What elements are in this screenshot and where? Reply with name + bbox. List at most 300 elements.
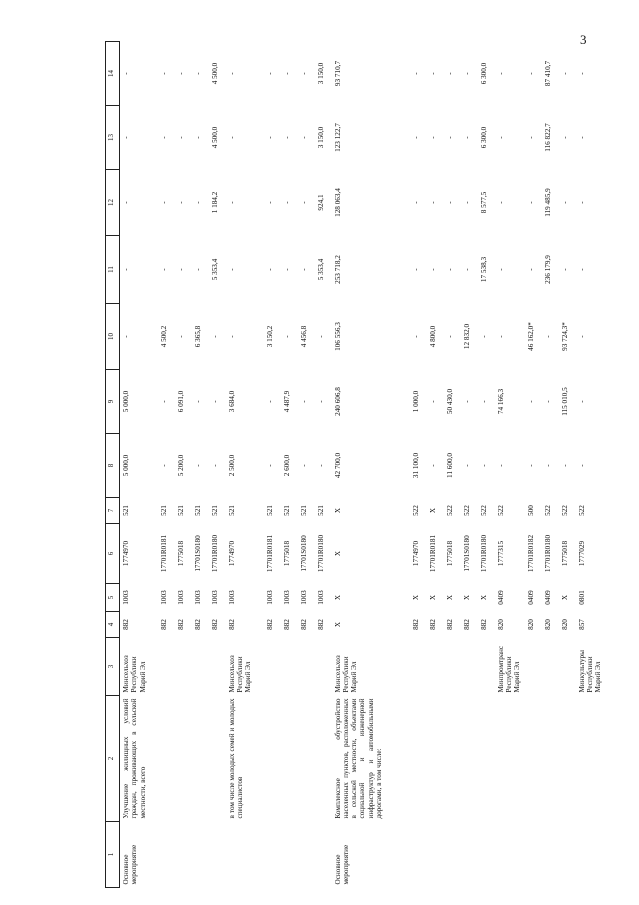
- table-cell-col-2: [461, 696, 478, 822]
- table-cell-col-10: 3 150,2: [265, 325, 274, 348]
- table-cell-col-12: -: [526, 201, 535, 204]
- table-cell-col-6: 17701S0180: [299, 535, 308, 572]
- table-cell-col-13: -: [227, 136, 236, 139]
- table-row: [120, 42, 158, 888]
- table-cell-col-3: [281, 638, 298, 696]
- table-cell-col-1: [298, 822, 315, 888]
- table-cell-col-13: -: [282, 136, 291, 139]
- table-cell-col-13: -: [299, 136, 308, 139]
- table-cell-col-11: -: [577, 268, 586, 271]
- table-row: [209, 42, 226, 888]
- table-cell-col-6: 17701R0180: [543, 534, 552, 573]
- table-cell-col-12: -: [193, 201, 202, 204]
- table-cell-col-6: 1775018: [176, 540, 185, 567]
- table-cell-col-11: -: [282, 268, 291, 271]
- table-cell-col-5: Х: [560, 594, 569, 601]
- table-cell-col-14: -: [122, 72, 130, 75]
- table-cell-col-6: 1774970: [227, 540, 236, 567]
- table-cell-col-13: -: [496, 136, 505, 139]
- table-cell-col-4: 882: [299, 619, 308, 630]
- table-cell-col-3: Минсельхоз Республики Марий Эл: [227, 655, 253, 693]
- column-header-9: 9: [106, 370, 120, 434]
- table-cell-col-2: [175, 696, 192, 822]
- table-cell-col-12: -: [299, 201, 308, 204]
- table-cell-col-5: Х: [462, 594, 471, 601]
- table-cell-col-8: -: [479, 464, 488, 467]
- table-cell-col-1: [264, 822, 281, 888]
- table-cell-col-14: -: [176, 72, 185, 75]
- table-cell-col-12: -: [445, 201, 454, 204]
- table-cell-col-2: Улучшение жилищных условий граждан, проживающих в сельской местности, всего: [122, 698, 147, 819]
- table-cell-col-8: -: [496, 464, 505, 467]
- table-cell-col-8: -: [462, 464, 471, 467]
- table-cell-col-12: -: [462, 201, 471, 204]
- table-cell-col-6: 17701R0180: [479, 534, 488, 573]
- table-cell-col-4: 882: [210, 619, 219, 630]
- table-cell-col-3: [264, 638, 281, 696]
- column-header-13: 13: [106, 106, 120, 170]
- table-cell-col-4: 882: [122, 619, 130, 630]
- table-cell-col-2: [525, 696, 542, 822]
- table-cell-col-4: Х: [333, 621, 342, 628]
- table-cell-col-10: -: [282, 335, 291, 338]
- table-cell-col-10: -: [479, 335, 488, 338]
- table-cell-col-12: 128 063,4: [333, 188, 342, 217]
- table-cell-col-8: 31 100,0: [411, 452, 420, 479]
- table-row: [559, 42, 576, 888]
- table-cell-col-11: -: [411, 268, 420, 271]
- table-cell-col-6: 17701R0181: [159, 534, 168, 573]
- table-cell-col-8: 2 500,0: [227, 454, 236, 477]
- table-row: [478, 42, 495, 888]
- table-cell-col-2: [281, 696, 298, 822]
- table-cell-col-7: 522: [543, 505, 552, 516]
- table-cell-col-14: -: [265, 72, 274, 75]
- table-row: [427, 42, 444, 888]
- table-cell-col-7: 521: [176, 505, 185, 516]
- table-cell-col-14: -: [428, 72, 437, 75]
- table-cell-col-14: -: [462, 72, 471, 75]
- table-cell-col-7: 521: [227, 505, 236, 516]
- table-cell-col-4: 882: [265, 619, 274, 630]
- table-cell-col-3: [158, 638, 175, 696]
- table-cell-col-8: 42 700,0: [333, 452, 342, 479]
- table-cell-col-7: Х: [333, 507, 342, 514]
- column-header-4: 4: [106, 612, 120, 638]
- column-number-row: [106, 42, 120, 888]
- table-cell-col-11: 253 718,2: [333, 255, 342, 284]
- table-cell-col-10: -: [316, 335, 325, 338]
- table-cell-col-10: -: [122, 335, 130, 338]
- table-cell-col-13: -: [560, 136, 569, 139]
- table-cell-col-10: 93 724,3*: [560, 322, 569, 351]
- table-cell-col-3: Минсельхоз Республики Марий Эл: [333, 655, 359, 693]
- table-cell-col-8: -: [265, 464, 274, 467]
- table-cell-col-14: 4 500,0: [210, 62, 219, 85]
- table-cell-col-7: 521: [282, 505, 291, 516]
- table-cell-col-1: [175, 822, 192, 888]
- table-cell-col-6: 17701R0180: [316, 534, 325, 573]
- table-cell-col-13: -: [176, 136, 185, 139]
- table-cell-col-14: 6 300,0: [479, 62, 488, 85]
- table-cell-col-1: [495, 822, 525, 888]
- table-cell-col-2: в том числе молодых семей и молодых специалистов: [227, 698, 244, 819]
- table-cell-col-4: 882: [411, 619, 420, 630]
- table-cell-col-5: 0409: [543, 590, 552, 605]
- table-cell-col-12: -: [496, 201, 505, 204]
- table-cell-col-9: -: [462, 400, 471, 403]
- table-cell-col-9: -: [193, 400, 202, 403]
- table-cell-col-5: 1003: [176, 590, 185, 605]
- table-row: [264, 42, 281, 888]
- table-row: [461, 42, 478, 888]
- column-header-14: 14: [106, 42, 120, 106]
- table-cell-col-5: 1003: [193, 590, 202, 605]
- table-cell-col-1: [461, 822, 478, 888]
- table-cell-col-7: 522: [462, 505, 471, 516]
- table-cell-col-12: 8 577,5: [479, 191, 488, 214]
- table-cell-col-4: 857: [577, 619, 586, 630]
- table-cell-col-6: 17701R0181: [265, 534, 274, 573]
- table-cell-col-9: -: [316, 400, 325, 403]
- table-cell-col-5: Х: [445, 594, 454, 601]
- table-cell-col-9: -: [543, 400, 552, 403]
- column-header-12: 12: [106, 170, 120, 236]
- table-cell-col-14: -: [193, 72, 202, 75]
- table-cell-col-10: -: [543, 335, 552, 338]
- table-cell-col-6: 1775018: [445, 540, 454, 567]
- table-cell-col-11: -: [299, 268, 308, 271]
- table-cell-col-9: 4 487,9: [282, 390, 291, 413]
- table-cell-col-5: 1003: [227, 590, 236, 605]
- column-header-2: 2: [106, 696, 120, 822]
- table-cell-col-8: -: [526, 464, 535, 467]
- table-cell-col-9: -: [159, 400, 168, 403]
- table-cell-col-9: -: [479, 400, 488, 403]
- table-cell-col-1: [192, 822, 209, 888]
- column-header-1: 1: [106, 822, 120, 888]
- table-cell-col-3: [444, 638, 461, 696]
- table-cell-col-11: -: [193, 268, 202, 271]
- table-cell-col-3: [410, 638, 427, 696]
- table-cell-col-3: [175, 638, 192, 696]
- table-cell-col-13: 3 150,0: [316, 126, 325, 149]
- table-cell-col-7: 521: [159, 505, 168, 516]
- table-cell-col-7: 522: [445, 505, 454, 516]
- table-cell-col-1: [315, 822, 332, 888]
- table-cell-col-9: 5 000,0: [122, 390, 130, 413]
- table-cell-col-10: 4 500,2: [159, 325, 168, 348]
- table-cell-col-8: -: [577, 464, 586, 467]
- table-cell-col-12: 924,1: [316, 194, 325, 211]
- table-cell-col-8: -: [543, 464, 552, 467]
- table-cell-col-11: -: [496, 268, 505, 271]
- table-cell-col-10: -: [577, 335, 586, 338]
- table-row: [281, 42, 298, 888]
- table-cell-col-1: [226, 822, 264, 888]
- table-cell-col-12: -: [411, 201, 420, 204]
- table-cell-col-8: -: [159, 464, 168, 467]
- table-cell-col-13: -: [462, 136, 471, 139]
- table-cell-col-3: [209, 638, 226, 696]
- table-cell-col-8: -: [428, 464, 437, 467]
- table-cell-col-2: [410, 696, 427, 822]
- table-cell-col-10: 46 162,0*: [526, 322, 535, 351]
- table-cell-col-14: 93 710,7: [333, 60, 342, 87]
- table-cell-col-10: -: [411, 335, 420, 338]
- table-cell-col-7: 522: [411, 505, 420, 516]
- table-cell-col-14: -: [299, 72, 308, 75]
- table-cell-col-14: 87 410,7: [543, 60, 552, 87]
- table-cell-col-12: -: [159, 201, 168, 204]
- table-row: [192, 42, 209, 888]
- table-cell-col-8: 11 600,0: [445, 453, 454, 478]
- table-cell-col-10: -: [210, 335, 219, 338]
- table-cell-col-12: -: [282, 201, 291, 204]
- table-cell-col-1: [427, 822, 444, 888]
- table-cell-col-3: [298, 638, 315, 696]
- table-cell-col-6: 1774970: [411, 540, 420, 567]
- table-cell-col-4: 820: [526, 619, 535, 630]
- table-cell-col-3: Минпромтранс Республики Марий Эл: [496, 645, 522, 693]
- table-cell-col-5: 1003: [159, 590, 168, 605]
- table-cell-col-12: -: [176, 201, 185, 204]
- table-cell-col-14: -: [526, 72, 535, 75]
- table-cell-col-11: -: [462, 268, 471, 271]
- table-cell-col-4: 820: [496, 619, 505, 630]
- table-cell-col-7: 521: [210, 505, 219, 516]
- table-cell-col-8: 5 200,0: [176, 454, 185, 477]
- table-row: [525, 42, 542, 888]
- table-cell-col-6: 17701S0180: [462, 535, 471, 572]
- table-cell-col-14: -: [227, 72, 236, 75]
- table-cell-col-1: [209, 822, 226, 888]
- table-row: [175, 42, 192, 888]
- table-cell-col-3: [315, 638, 332, 696]
- table-cell-col-9: -: [428, 400, 437, 403]
- table-cell-col-3: [192, 638, 209, 696]
- table-cell-col-1: [576, 822, 606, 888]
- table-row: [576, 42, 606, 888]
- table-cell-col-7: 521: [316, 505, 325, 516]
- table-cell-col-4: 820: [543, 619, 552, 630]
- table-cell-col-14: -: [282, 72, 291, 75]
- table-cell-col-1: [559, 822, 576, 888]
- table-cell-col-10: 6 365,8: [193, 325, 202, 348]
- rotated-table-container: [105, 42, 631, 888]
- table-cell-col-11: -: [445, 268, 454, 271]
- table-cell-col-2: [542, 696, 559, 822]
- table-cell-col-2: [192, 696, 209, 822]
- table-cell-col-13: -: [265, 136, 274, 139]
- table-cell-col-6: 17701R0181: [428, 534, 437, 573]
- table-cell-col-5: Х: [428, 594, 437, 601]
- table-cell-col-7: 522: [479, 505, 488, 516]
- table-cell-col-5: Х: [411, 594, 420, 601]
- table-cell-col-8: 2 600,0: [282, 454, 291, 477]
- table-cell-col-11: 17 538,3: [479, 256, 488, 283]
- table-cell-col-7: 522: [496, 505, 505, 516]
- budget-table: [105, 41, 606, 888]
- table-cell-col-6: 1774970: [122, 540, 130, 567]
- table-cell-col-8: -: [560, 464, 569, 467]
- table-cell-col-5: 1003: [122, 590, 130, 605]
- table-cell-col-12: -: [577, 201, 586, 204]
- table-cell-col-3: [559, 638, 576, 696]
- table-cell-col-13: -: [122, 136, 130, 139]
- table-cell-col-4: 882: [176, 619, 185, 630]
- table-cell-col-2: [209, 696, 226, 822]
- table-cell-col-9: 74 166,3: [496, 388, 505, 415]
- table-cell-col-5: 0409: [496, 590, 505, 605]
- table-cell-col-12: 119 485,9: [543, 188, 552, 217]
- table-cell-col-2: [576, 696, 606, 822]
- table-cell-col-11: -: [428, 268, 437, 271]
- table-cell-col-5: 1003: [299, 590, 308, 605]
- table-row: [495, 42, 525, 888]
- table-cell-col-8: -: [299, 464, 308, 467]
- table-cell-col-9: 50 430,0: [445, 388, 454, 415]
- table-cell-col-14: -: [445, 72, 454, 75]
- table-cell-col-7: 521: [122, 505, 130, 516]
- page-number: 3: [580, 32, 587, 47]
- table-cell-col-11: -: [176, 268, 185, 271]
- table-cell-col-2: [298, 696, 315, 822]
- table-cell-col-10: -: [496, 335, 505, 338]
- table-cell-col-1: [478, 822, 495, 888]
- table-cell-col-13: 4 500,0: [210, 126, 219, 149]
- table-cell-col-4: 882: [479, 619, 488, 630]
- table-cell-col-7: 500: [526, 505, 535, 516]
- table-cell-col-4: 882: [428, 619, 437, 630]
- table-row: [158, 42, 175, 888]
- table-cell-col-6: 17701R0180: [210, 534, 219, 573]
- table-cell-col-5: 1003: [316, 590, 325, 605]
- table-cell-col-10: -: [176, 335, 185, 338]
- table-cell-col-9: -: [299, 400, 308, 403]
- table-cell-col-4: 882: [282, 619, 291, 630]
- table-cell-col-3: Минсельхоз Республики Марий Эл: [122, 655, 147, 693]
- table-row: [298, 42, 315, 888]
- column-header-8: 8: [106, 434, 120, 498]
- table-cell-col-11: 5 353,4: [210, 258, 219, 281]
- table-cell-col-1: Основное мероприятие: [333, 844, 350, 885]
- table-cell-col-11: -: [560, 268, 569, 271]
- table-cell-col-12: -: [560, 201, 569, 204]
- table-cell-col-12: 1 184,2: [210, 191, 219, 214]
- table-cell-col-8: -: [316, 464, 325, 467]
- column-header-5: 5: [106, 584, 120, 612]
- table-cell-col-13: -: [577, 136, 586, 139]
- table-cell-col-6: 1777315: [496, 540, 505, 567]
- table-cell-col-5: Х: [479, 594, 488, 601]
- table-cell-col-9: -: [210, 400, 219, 403]
- table-cell-col-14: -: [159, 72, 168, 75]
- table-cell-col-4: 882: [462, 619, 471, 630]
- table-cell-col-4: 882: [193, 619, 202, 630]
- table-cell-col-3: [427, 638, 444, 696]
- table-row: [226, 42, 264, 888]
- table-cell-col-10: -: [445, 335, 454, 338]
- table-cell-col-4: 820: [560, 619, 569, 630]
- table-cell-col-14: -: [496, 72, 505, 75]
- table-cell-col-10: 4 456,8: [299, 325, 308, 348]
- table-cell-col-11: 236 179,9: [543, 255, 552, 284]
- table-cell-col-1: [444, 822, 461, 888]
- table-cell-col-5: 1003: [265, 590, 274, 605]
- table-cell-col-10: -: [227, 335, 236, 338]
- table-cell-col-9: -: [526, 400, 535, 403]
- table-cell-col-3: [542, 638, 559, 696]
- table-cell-col-12: -: [265, 201, 274, 204]
- table-cell-col-2: [559, 696, 576, 822]
- table-cell-col-10: 106 556,3: [333, 322, 342, 351]
- table-cell-col-9: -: [577, 400, 586, 403]
- table-cell-col-3: [525, 638, 542, 696]
- table-cell-col-14: -: [560, 72, 569, 75]
- table-cell-col-13: -: [193, 136, 202, 139]
- table-cell-col-8: 5 000,0: [122, 454, 130, 477]
- table-cell-col-11: -: [227, 268, 236, 271]
- table-cell-col-13: 6 300,0: [479, 126, 488, 149]
- table-cell-col-12: -: [122, 201, 130, 204]
- table-cell-col-4: 882: [227, 619, 236, 630]
- table-cell-col-7: 521: [299, 505, 308, 516]
- table-cell-col-9: 115 010,5: [560, 387, 569, 416]
- table-cell-col-11: -: [526, 268, 535, 271]
- table-cell-col-2: [495, 696, 525, 822]
- table-cell-col-14: -: [411, 72, 420, 75]
- table-cell-col-1: [525, 822, 542, 888]
- table-cell-col-1: [158, 822, 175, 888]
- table-cell-col-13: -: [411, 136, 420, 139]
- table-cell-col-5: Х: [333, 594, 342, 601]
- table-cell-col-13: -: [428, 136, 437, 139]
- table-cell-col-6: 1777029: [577, 540, 586, 567]
- table-cell-col-2: [315, 696, 332, 822]
- table-cell-col-7: 522: [560, 505, 569, 516]
- table-cell-col-4: 882: [159, 619, 168, 630]
- table-cell-col-2: [264, 696, 281, 822]
- table-row: [542, 42, 559, 888]
- table-cell-col-2: Комплексное обустройство населенных пунктов, расположенных в сельской местности, объектами социальной и инженерной инфраструктур и автомобильными дорогами, в том числе:: [333, 698, 383, 819]
- table-cell-col-1: [542, 822, 559, 888]
- table-cell-col-11: -: [122, 268, 130, 271]
- table-cell-col-7: 522: [577, 505, 586, 516]
- table-cell-col-13: -: [159, 136, 168, 139]
- table-cell-col-4: 882: [316, 619, 325, 630]
- table-cell-col-13: -: [445, 136, 454, 139]
- table-cell-col-1: [281, 822, 298, 888]
- table-cell-col-9: 240 606,8: [333, 387, 342, 416]
- table-cell-col-1: [410, 822, 427, 888]
- table-cell-col-9: -: [265, 400, 274, 403]
- table-cell-col-13: 116 822,7: [543, 123, 552, 152]
- table-cell-col-3: [478, 638, 495, 696]
- table-row: [315, 42, 332, 888]
- column-header-6: 6: [106, 524, 120, 584]
- table-cell-col-5: 0409: [526, 590, 535, 605]
- table-cell-col-4: 882: [445, 619, 454, 630]
- column-header-10: 10: [106, 304, 120, 370]
- table-cell-col-7: Х: [428, 507, 437, 514]
- column-header-11: 11: [106, 236, 120, 304]
- table-cell-col-13: 123 122,7: [333, 123, 342, 152]
- table-cell-col-12: -: [227, 201, 236, 204]
- table-cell-col-2: [427, 696, 444, 822]
- table-cell-col-6: 1775018: [560, 540, 569, 567]
- table-cell-col-13: -: [526, 136, 535, 139]
